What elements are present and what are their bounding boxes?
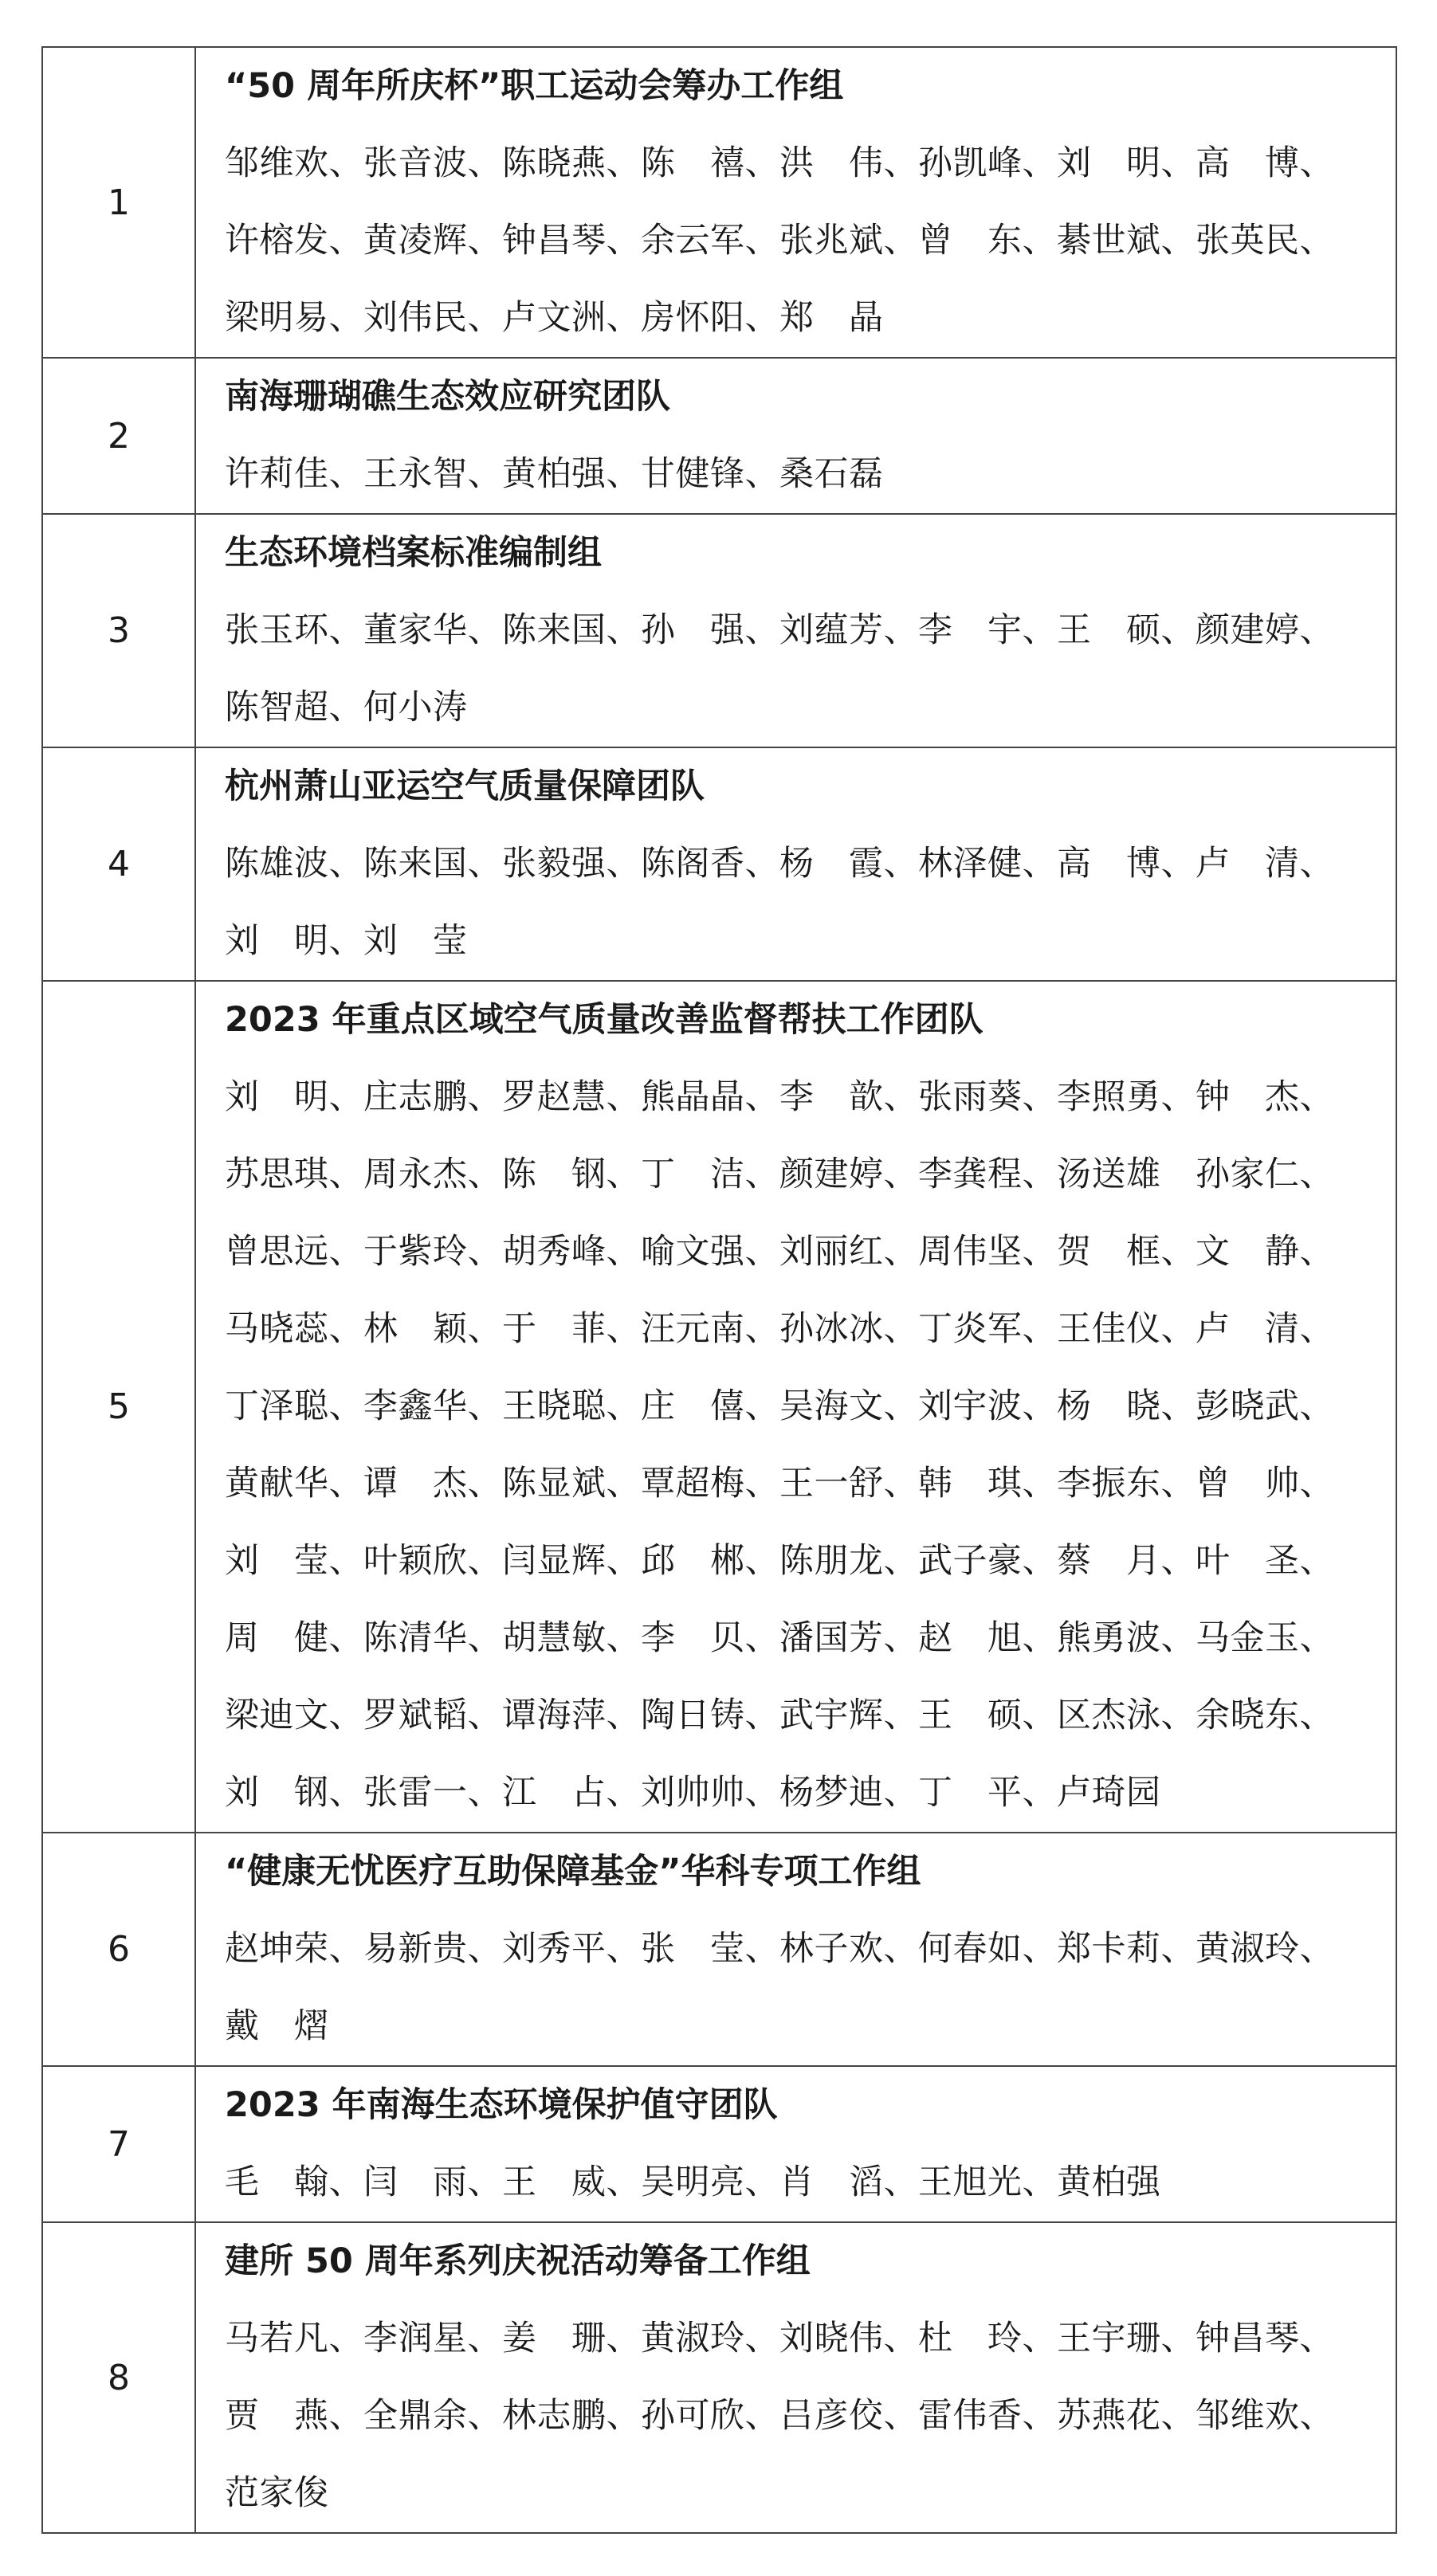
- group-title: “50 周年所庆杯”职工运动会筹办工作组: [225, 66, 844, 106]
- member-names-line: 梁明易、刘伟民、卢文洲、房怀阳、郑 晶: [225, 298, 884, 338]
- member-names-line: 陈雄波、陈来国、张毅强、陈阁香、杨 霞、林泽健、高 博、卢 清、: [225, 844, 1334, 884]
- member-names-line: 陈智超、何小涛: [225, 688, 468, 727]
- table-row: [42, 981, 1396, 1833]
- group-content: [195, 1833, 1396, 2066]
- group-content: [195, 514, 1396, 747]
- row-number: 5: [42, 981, 195, 1833]
- group-content: [195, 981, 1396, 1833]
- row-number: 1: [42, 47, 195, 358]
- member-names-line: 梁迪文、罗斌韬、谭海萍、陶日铸、武宇辉、王 硕、区杰泳、余晓东、: [225, 1696, 1334, 1735]
- member-names-line: 刘 明、庄志鹏、罗赵慧、熊晶晶、李 歆、张雨葵、李照勇、钟 杰、: [225, 1077, 1334, 1117]
- group-title: 建所 50 周年系列庆祝活动筹备工作组: [225, 2241, 811, 2281]
- honor-groups-table: [41, 46, 1397, 2534]
- member-names-line: 刘 莹、叶颖欣、闫显辉、邱 郴、陈朋龙、武子豪、蔡 月、叶 圣、: [225, 1541, 1334, 1581]
- member-names-line: 张玉环、董家华、陈来国、孙 强、刘蕴芳、李 宇、王 硕、颜建婷、: [225, 610, 1334, 650]
- member-names-line: 刘 钢、张雷一、江 占、刘帅帅、杨梦迪、丁 平、卢琦园: [225, 1773, 1161, 1813]
- member-names-line: 周 健、陈清华、胡慧敏、李 贝、潘国芳、赵 旭、熊勇波、马金玉、: [225, 1618, 1334, 1658]
- group-content: [195, 2066, 1396, 2222]
- member-names-line: 许莉佳、王永智、黄柏强、甘健锋、桑石磊: [225, 454, 884, 494]
- group-title: 2023 年南海生态环境保护值守团队: [225, 2085, 778, 2125]
- row-number: 8: [42, 2222, 195, 2533]
- member-names-line: 黄献华、谭 杰、陈显斌、覃超梅、王一舒、韩 琪、李振东、曾 帅、: [225, 1464, 1334, 1504]
- member-names-line: 刘 明、刘 莹: [225, 921, 468, 961]
- row-number: 4: [42, 747, 195, 981]
- group-content: [195, 2222, 1396, 2533]
- member-names-line: 许榕发、黄凌辉、钟昌琴、余云军、张兆斌、曾 东、綦世斌、张英民、: [225, 221, 1334, 261]
- table-row: [42, 1833, 1396, 2066]
- group-title: 生态环境档案标准编制组: [225, 533, 602, 573]
- member-names-line: 邹维欢、张音波、陈晓燕、陈 禧、洪 伟、孙凯峰、刘 明、高 博、: [225, 143, 1334, 183]
- row-number: 7: [42, 2066, 195, 2222]
- member-names-line: 赵坤荣、易新贵、刘秀平、张 莹、林子欢、何春如、郑卡莉、黄淑玲、: [225, 1929, 1334, 1969]
- table-row: [42, 358, 1396, 514]
- table-row: [42, 2066, 1396, 2222]
- group-title: “健康无忧医疗互助保障基金”华科专项工作组: [225, 1852, 921, 1892]
- row-number: 6: [42, 1833, 195, 2066]
- member-names-line: 贾 燕、全鼎余、林志鹏、孙可欣、吕彦佼、雷伟香、苏燕花、邹维欢、: [225, 2396, 1334, 2436]
- row-number: 3: [42, 514, 195, 747]
- group-title: 2023 年重点区域空气质量改善监督帮扶工作团队: [225, 1000, 984, 1040]
- member-names-line: 毛 翰、闫 雨、王 威、吴明亮、肖 滔、王旭光、黄柏强: [225, 2162, 1161, 2202]
- member-names-line: 马若凡、李润星、姜 珊、黄淑玲、刘晓伟、杜 玲、王宇珊、钟昌琴、: [225, 2319, 1334, 2358]
- group-content: [195, 747, 1396, 981]
- member-names-line: 范家俊: [225, 2473, 329, 2513]
- member-names-line: 丁泽聪、李鑫华、王晓聪、庄 僖、吴海文、刘宇波、杨 晓、彭晓武、: [225, 1386, 1334, 1426]
- member-names-line: 马晓蕊、林 颖、于 菲、汪元南、孙冰冰、丁炎军、王佳仪、卢 清、: [225, 1309, 1334, 1349]
- table-row: [42, 47, 1396, 358]
- row-number: 2: [42, 358, 195, 514]
- table-row: [42, 514, 1396, 747]
- member-names-line: 曾思远、于紫玲、胡秀峰、喻文强、刘丽红、周伟坚、贺 框、文 静、: [225, 1232, 1334, 1272]
- group-content: [195, 47, 1396, 358]
- member-names-line: 苏思琪、周永杰、陈 钢、丁 洁、颜建婷、李龚程、汤送雄 孙家仁、: [225, 1155, 1334, 1194]
- table-row: [42, 747, 1396, 981]
- member-names-line: 戴 熠: [225, 2006, 329, 2046]
- group-title: 杭州萧山亚运空气质量保障团队: [225, 767, 705, 806]
- table-row: [42, 2222, 1396, 2533]
- table-body: [42, 47, 1396, 2533]
- group-title: 南海珊瑚礁生态效应研究团队: [225, 377, 670, 417]
- group-content: [195, 358, 1396, 514]
